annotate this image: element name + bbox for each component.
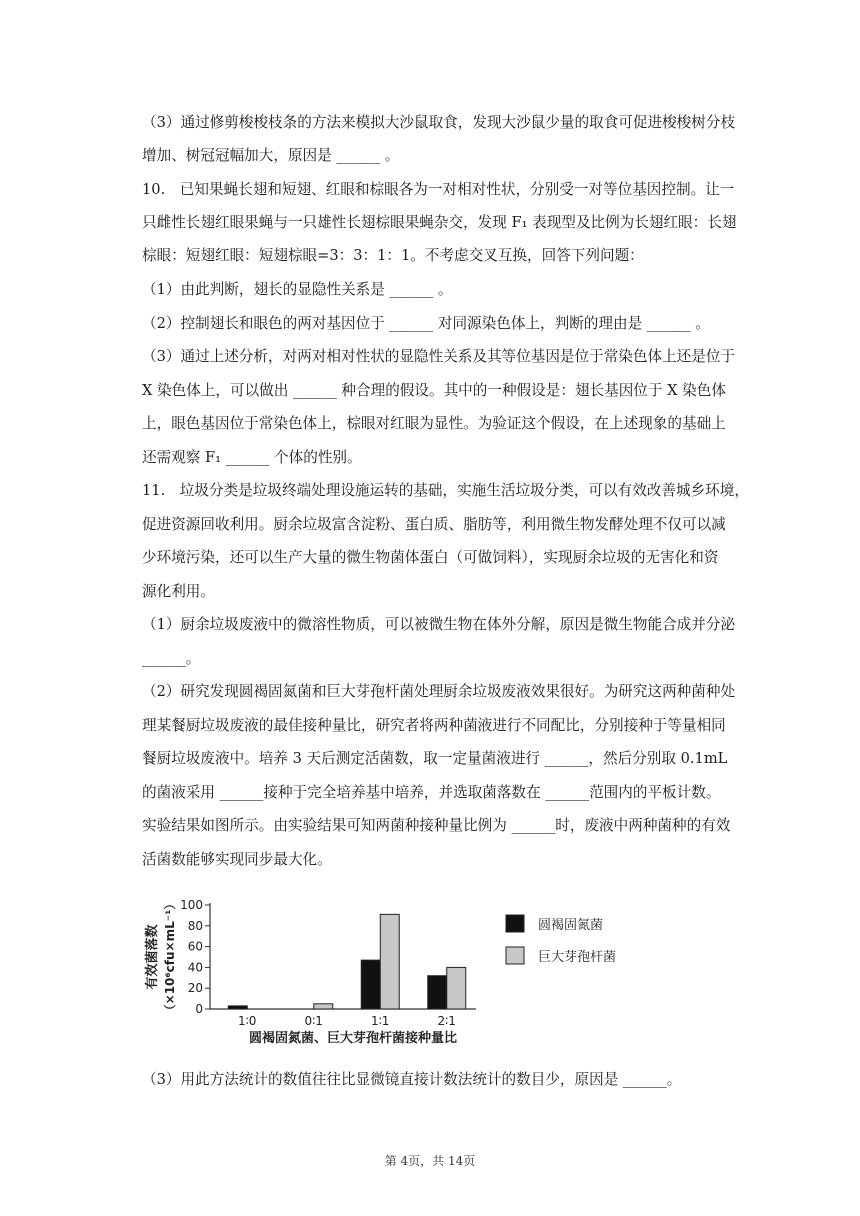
x-tick-label: 1∶1: [371, 1014, 390, 1028]
text-line: X 染色体上，可以做出 ______ 种合理的假设。其中的一种假设是：翅长基因位于 X 染色体: [142, 382, 726, 399]
bar-chart-svg: [140, 885, 660, 1060]
bar-series-2: [447, 967, 466, 1009]
text-line: 源化利用。: [142, 583, 215, 600]
y-tick-label: 40: [187, 960, 203, 975]
y-tick-label: 100: [180, 898, 203, 912]
text-line: （2）研究发现圆褐固氮菌和巨大芽孢杆菌处理厨余垃圾废液效果很好。为研究这两种菌种处: [142, 683, 736, 700]
y-tick-label: 80: [187, 918, 203, 933]
y-tick-label: 60: [187, 939, 203, 954]
text-line: 餐厨垃圾废液中。培养 3 天后测定活菌数，取一定量菌液进行 ______，然后分别取 0.1mL: [142, 750, 728, 767]
text-line: 促进资源回收利用。厨余垃圾富含淀粉、蛋白质、脂肪等，利用微生物发酵处理不仅可以减: [142, 516, 726, 533]
y-axis-label-line2: （×10⁶cfu×mL⁻¹）: [163, 897, 177, 1017]
text-line: 只雌性长翅红眼果蝇与一只雄性长翅棕眼果蝇杂交，发现 F₁ 表现型及比例为长翅红眼：长翅: [142, 214, 737, 231]
question-10-line: 10. 已知果蝇长翅和短翅、红眼和棕眼各为一对相对性状，分别受一对等位基因控制。让一: [142, 181, 735, 198]
text-line: （1）由此判断，翅长的显隐性关系是 ______ 。: [142, 281, 453, 298]
bar-series-1: [361, 960, 380, 1009]
text-line: （3）通过修剪梭梭枝条的方法来模拟大沙鼠取食，发现大沙鼠少量的取食可促进梭梭树分枝: [142, 114, 736, 131]
bar-chart: [140, 885, 660, 1060]
text-line: 少环境污染，还可以生产大量的微生物菌体蛋白（可做饲料），实现厨余垃圾的无害化和资: [142, 549, 719, 566]
legend-swatch: [506, 947, 524, 964]
text-line: （1）厨余垃圾废液中的微溶性物质，可以被微生物在体外分解，原因是微生物能合成并分泌: [142, 616, 736, 633]
legend-label: 圆褐固氮菌: [538, 918, 604, 933]
bar-series-1: [228, 1006, 247, 1009]
text-line: 增加、树冠冠幅加大，原因是 ______ 。: [142, 147, 400, 164]
bar-series-2: [314, 1004, 333, 1009]
bar-series-2: [380, 914, 399, 1009]
text-line: ______。: [142, 650, 201, 667]
text-line: （2）控制翅长和眼色的两对基因位于 ______ 对同源染色体上，判断的理由是 ______ 。: [142, 315, 710, 332]
text-line: 棕眼：短翅红眼：短翅棕眼=3：3：1：1。不考虑交叉互换，回答下列问题：: [142, 247, 644, 264]
x-tick-label: 1∶0: [238, 1014, 257, 1028]
x-axis-label: 圆褐固氮菌、巨大芽孢杆菌接种量比: [248, 1031, 458, 1046]
text-line: 还需观察 F₁ ______ 个体的性别。: [142, 449, 362, 466]
x-tick-label: 2∶1: [437, 1014, 456, 1028]
bar-series-1: [428, 976, 447, 1009]
legend-swatch: [506, 915, 524, 932]
y-tick-label: 20: [187, 981, 203, 996]
y-axis-label-line1: 有效菌落数: [145, 924, 160, 990]
y-tick-label: 0: [195, 1002, 203, 1016]
question-11-line: 11. 垃圾分类是垃圾终端处理设施运转的基础，实施生活垃圾分类，可以有效改善城乡环境，: [142, 482, 749, 499]
x-tick-label: 0∶1: [304, 1014, 323, 1028]
page-footer: 第 4页，共 14页: [384, 1154, 476, 1168]
legend-label: 巨大芽孢杆菌: [538, 950, 617, 965]
text-line: 的菌液采用 ______接种于完全培养基中培养，并选取菌落数在 ______范围内的平板计数。: [142, 784, 721, 801]
text-line: （3）通过上述分析，对两对相对性状的显隐性关系及其等位基因是位于常染色体上还是位于: [142, 348, 736, 365]
text-line: 理某餐厨垃圾废液的最佳接种量比，研究者将两种菌液进行不同配比，分别接种于等量相同: [142, 717, 726, 734]
text-line: 实验结果如图所示。由实验结果可知两菌种接种量比例为 ______时，废液中两种菌种的有效: [142, 817, 731, 834]
text-line: （3）用此方法统计的数值往往比显微镜直接计数法统计的数目少，原因是 ______。: [142, 1071, 682, 1088]
text-line: 活菌数能够实现同步最大化。: [142, 851, 332, 868]
text-line: 上，眼色基因位于常染色体上，棕眼对红眼为显性。为验证这个假设，在上述现象的基础上: [142, 415, 726, 432]
